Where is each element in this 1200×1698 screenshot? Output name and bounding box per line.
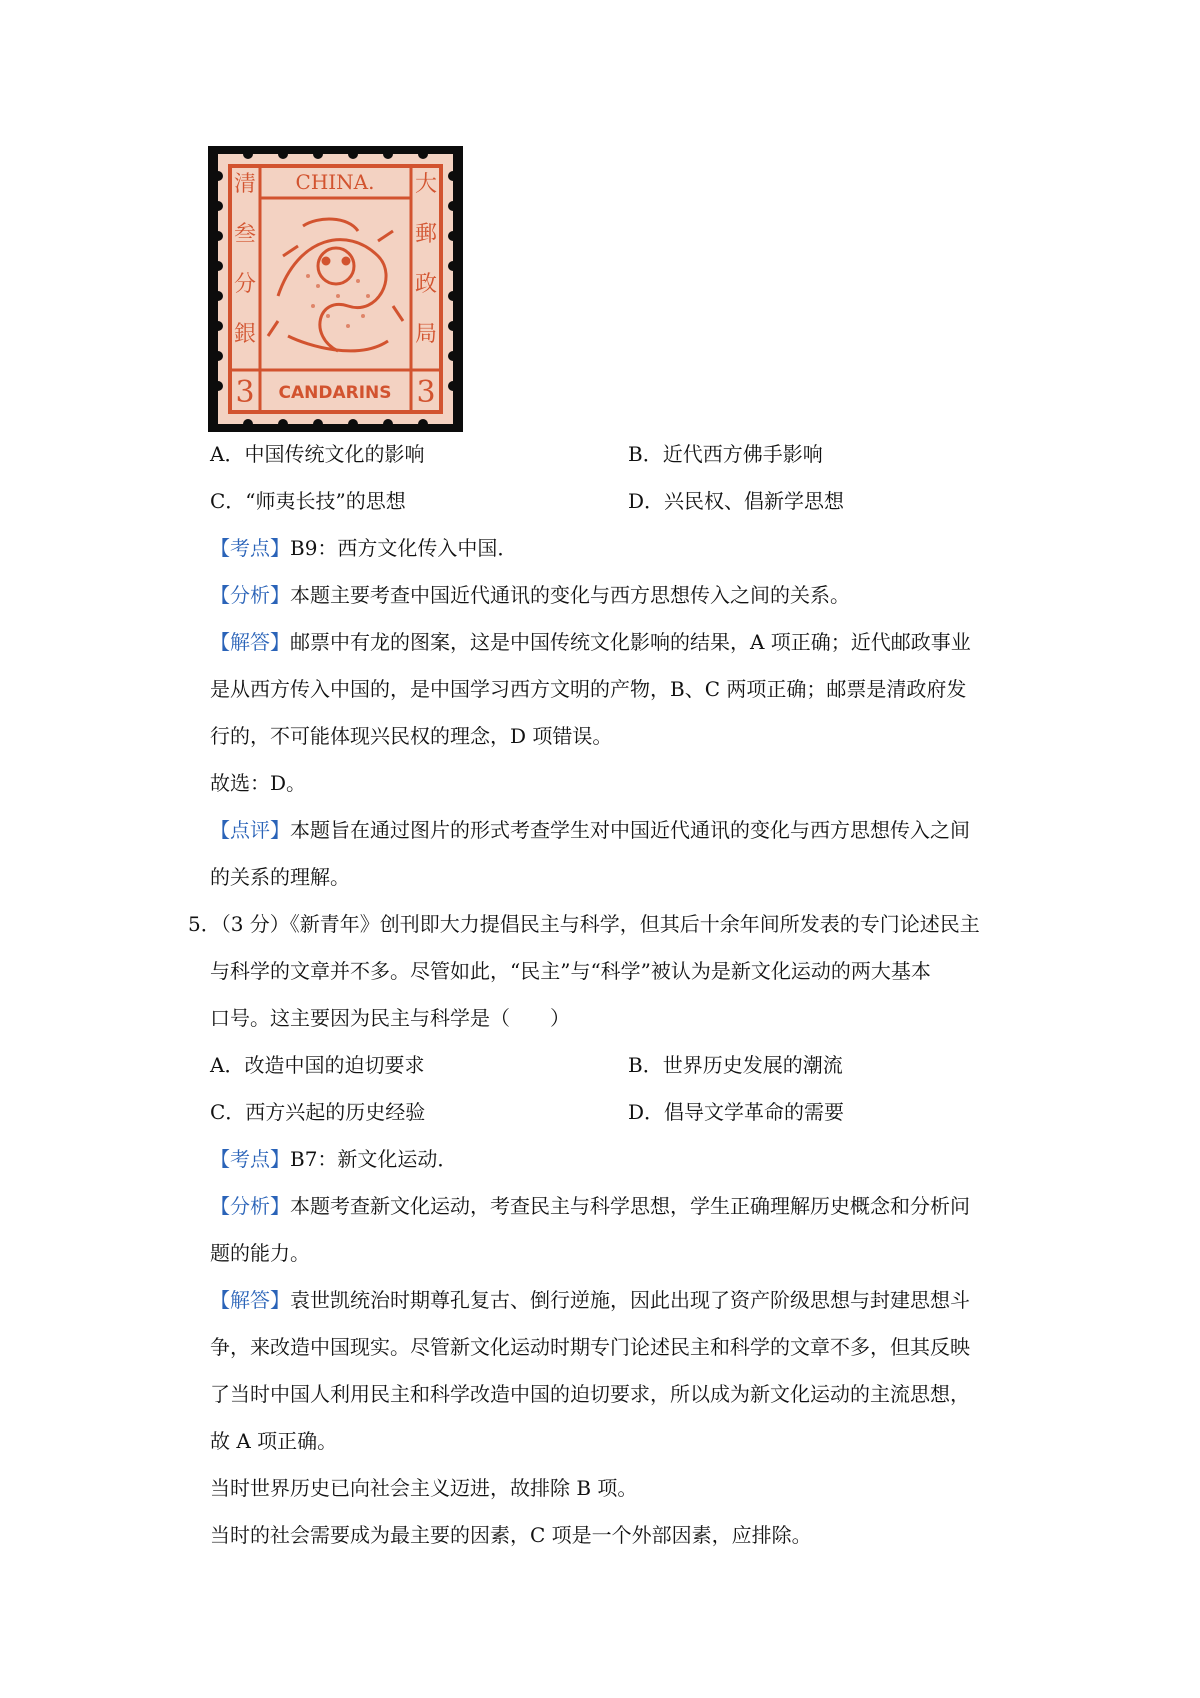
q5-kaodian: [210, 1145, 457, 1173]
q4-option-a: A．中国传统文化的影响: [210, 442, 425, 466]
stamp-country: CHINA.: [295, 170, 375, 194]
q4-option-d: D．兴民权、倡新学思想: [628, 489, 845, 513]
q5-jieda-line: 争，来改造中国现实。尽管新文化运动时期专门论述民主和科学的文章不多，但其反映: [210, 1335, 970, 1359]
q4-fenxi: [210, 581, 850, 609]
q5-jieda-line: 了当时中国人利用民主和科学改造中国的迫切要求，所以成为新文化运动的主流思想，: [210, 1382, 970, 1406]
q4-dianping-line: [210, 816, 970, 844]
stamp-number-left: 3: [235, 375, 255, 410]
q4-jieda-text: 邮票中有龙的图案，这是中国传统文化影响的结果，A 项正确；近代邮政事业: [290, 630, 971, 654]
q5-jieda-line: 当时世界历史已向社会主义迈进，故排除 B 项。: [210, 1476, 638, 1500]
q4-dianping-line: 的关系的理解。: [210, 865, 350, 889]
q5-fenxi-line: [210, 1192, 970, 1220]
q5-jieda-line: 故 A 项正确。: [210, 1429, 338, 1453]
q5-fenxi-text: 本题考查新文化运动，考查民主与科学思想，学生正确理解历史概念和分析问: [290, 1194, 970, 1218]
stamp-left-char: 清: [233, 172, 257, 197]
q4-jieda-line: 是从西方传入中国的，是中国学习西方文明的产物，B、C 两项正确；邮票是清政府发: [210, 677, 967, 701]
dianping-tag: 【点评】: [210, 818, 290, 842]
q4-dianping-text: 本题旨在通过图片的形式考查学生对中国近代通讯的变化与西方思想传入之间: [290, 818, 970, 842]
stamp-svg: [208, 146, 463, 432]
stamp-left-char: 叁: [233, 222, 257, 247]
stamp-right-char: 政: [414, 272, 438, 297]
q5-option-d: D．倡导文学革命的需要: [628, 1100, 845, 1124]
kaodian-tag: 【考点】: [210, 536, 290, 560]
stamp-left-char: 分: [233, 272, 257, 297]
stamp-right-char: 局: [414, 322, 438, 347]
q4-kaodian-text: B9：西方文化传入中国．: [290, 536, 518, 560]
stamp-left-char: 銀: [233, 322, 257, 347]
jieda-tag: 【解答】: [210, 630, 290, 654]
q5-kaodian-text: B7：新文化运动．: [290, 1147, 458, 1171]
kaodian-tag: 【考点】: [210, 1147, 290, 1171]
jieda-tag: 【解答】: [210, 1288, 290, 1312]
q5-jieda-line: [210, 1286, 970, 1314]
q5-stem-line: 与科学的文章并不多。尽管如此，“民主”与“科学”被认为是新文化运动的两大基本: [210, 959, 931, 983]
q4-option-b: B．近代西方佛手影响: [628, 442, 823, 466]
q5-stem-line: 口号。这主要因为民主与科学是（ ）: [210, 1006, 570, 1030]
q5-stem-line: 5．（3 分）《新青年》创刊即大力提倡民主与科学，但其后十余年间所发表的专门论述民主: [188, 912, 980, 936]
q5-option-b: B．世界历史发展的潮流: [628, 1053, 843, 1077]
qing-dragon-stamp-image: [208, 146, 463, 432]
q4-answer: 故选：D。: [210, 771, 307, 795]
stamp-denomination: CANDARINS: [278, 383, 392, 403]
fenxi-tag: 【分析】: [210, 1194, 290, 1218]
fenxi-tag: 【分析】: [210, 583, 290, 607]
stamp-number-right: 3: [416, 375, 436, 410]
q4-jieda-line: [210, 628, 971, 656]
q5-fenxi-line: 题的能力。: [210, 1241, 310, 1265]
stamp-right-char: 大: [414, 172, 438, 197]
q5-jieda-text: 袁世凯统治时期尊孔复古、倒行逆施，因此出现了资产阶级思想与封建思想斗: [290, 1288, 970, 1312]
q5-option-a: A．改造中国的迫切要求: [210, 1053, 425, 1077]
q4-fenxi-text: 本题主要考查中国近代通讯的变化与西方思想传入之间的关系。: [290, 583, 850, 607]
q5-jieda-line: 当时的社会需要成为最主要的因素，C 项是一个外部因素，应排除。: [210, 1523, 812, 1547]
q4-option-c: C．“师夷长技”的思想: [210, 489, 406, 513]
q5-option-c: C．西方兴起的历史经验: [210, 1100, 426, 1124]
stamp-right-char: 郵: [414, 222, 438, 247]
q4-kaodian: [210, 534, 517, 562]
q4-jieda-line: 行的，不可能体现兴民权的理念，D 项错误。: [210, 724, 613, 748]
